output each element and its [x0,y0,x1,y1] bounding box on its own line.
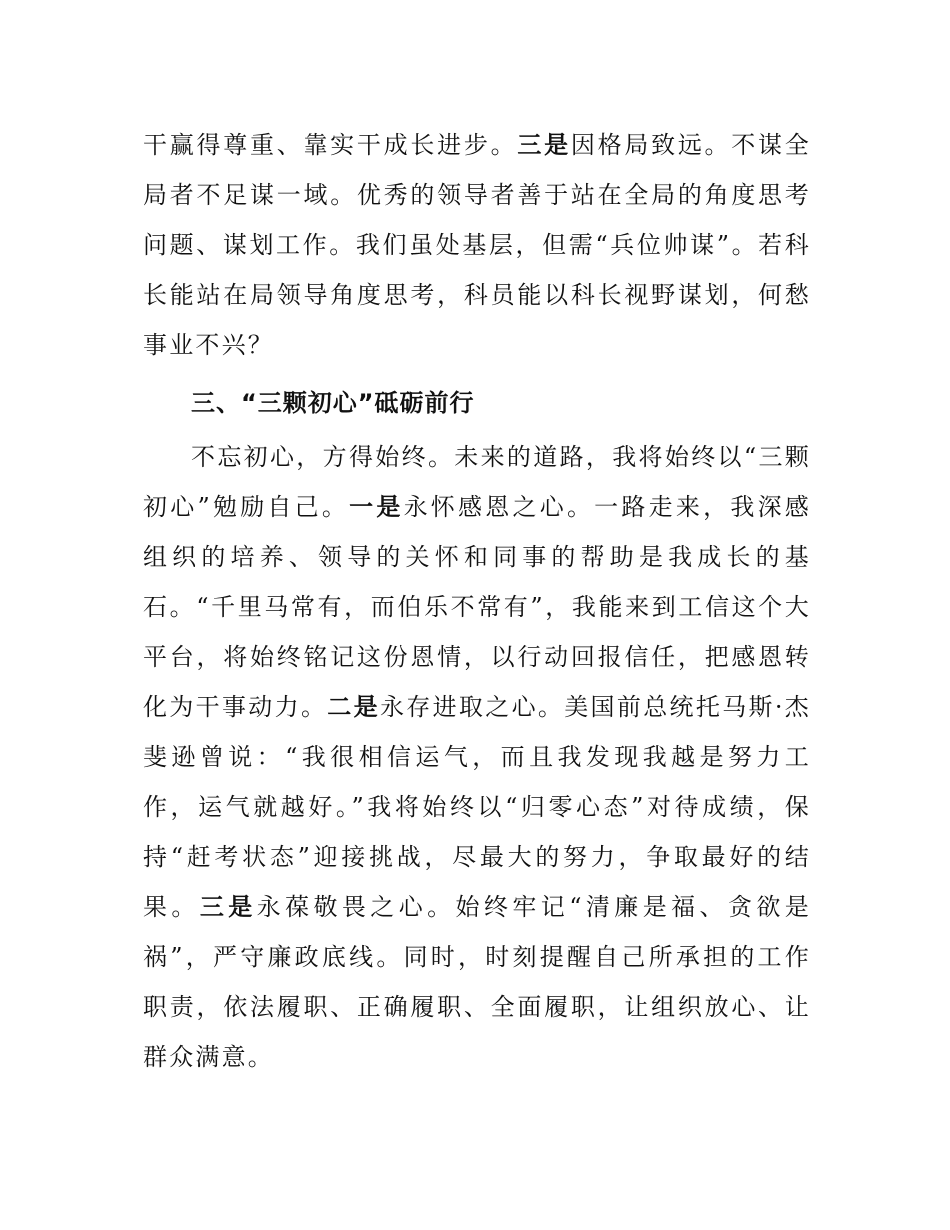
paragraph-pattern-continuation [143,120,811,370]
bold-lead-first: 一是 [349,493,404,521]
paragraph-text: 不忘初心，方得始终。未来的道路，我将始终以“三颗初心”勉励自己。 [143,443,811,521]
paragraph-text: 永存进取之心。美国前总统托马斯·杰斐逊曾说：“我很相信运气，而且我发现我越是努力工作，运气就越好。”我将始终以“归零心态”对待成绩，保持“赶考状态”迎接挑战，尽最大的努力，争取最好的结果。 [143,693,812,921]
paragraph-text: 因格局致远。不谋全局者不足谋一域。优秀的领导者善于站在全局的角度思考问题、谋划工作。我们虽处基层，但需“兵位帅谋”。若科长能站在局领导角度思考，科员能以科长视野谋划，何愁事业不兴？ [143,131,811,359]
bold-lead-third: 三是 [199,893,257,921]
paragraph-text: 永葆敬畏之心。始终牢记“清廉是福、贪欲是祸”，严守廉政底线。同时，时刻提醒自己所承担的工作职责，依法履职、正确履职、全面履职，让组织放心、让群众满意。 [143,893,811,1071]
bold-lead-third: 三是 [517,131,571,159]
paragraph-text: 干赢得尊重、靠实干成长进步。 [143,131,518,159]
paragraph-text: 永怀感恩之心。一路走来，我深感组织的培养、领导的关怀和同事的帮助是我成长的基石。“千里马常有，而伯乐不常有”，我能来到工信这个大平台，将始终铭记这份恩情，以行动回报信任，把感恩转化为干事动力。 [143,493,811,721]
paragraph-three-hearts [143,432,811,1082]
document-body [143,120,811,1082]
section-heading: 三、“三颗初心”砥砺前行 [191,389,475,417]
bold-lead-second: 二是 [327,693,380,721]
